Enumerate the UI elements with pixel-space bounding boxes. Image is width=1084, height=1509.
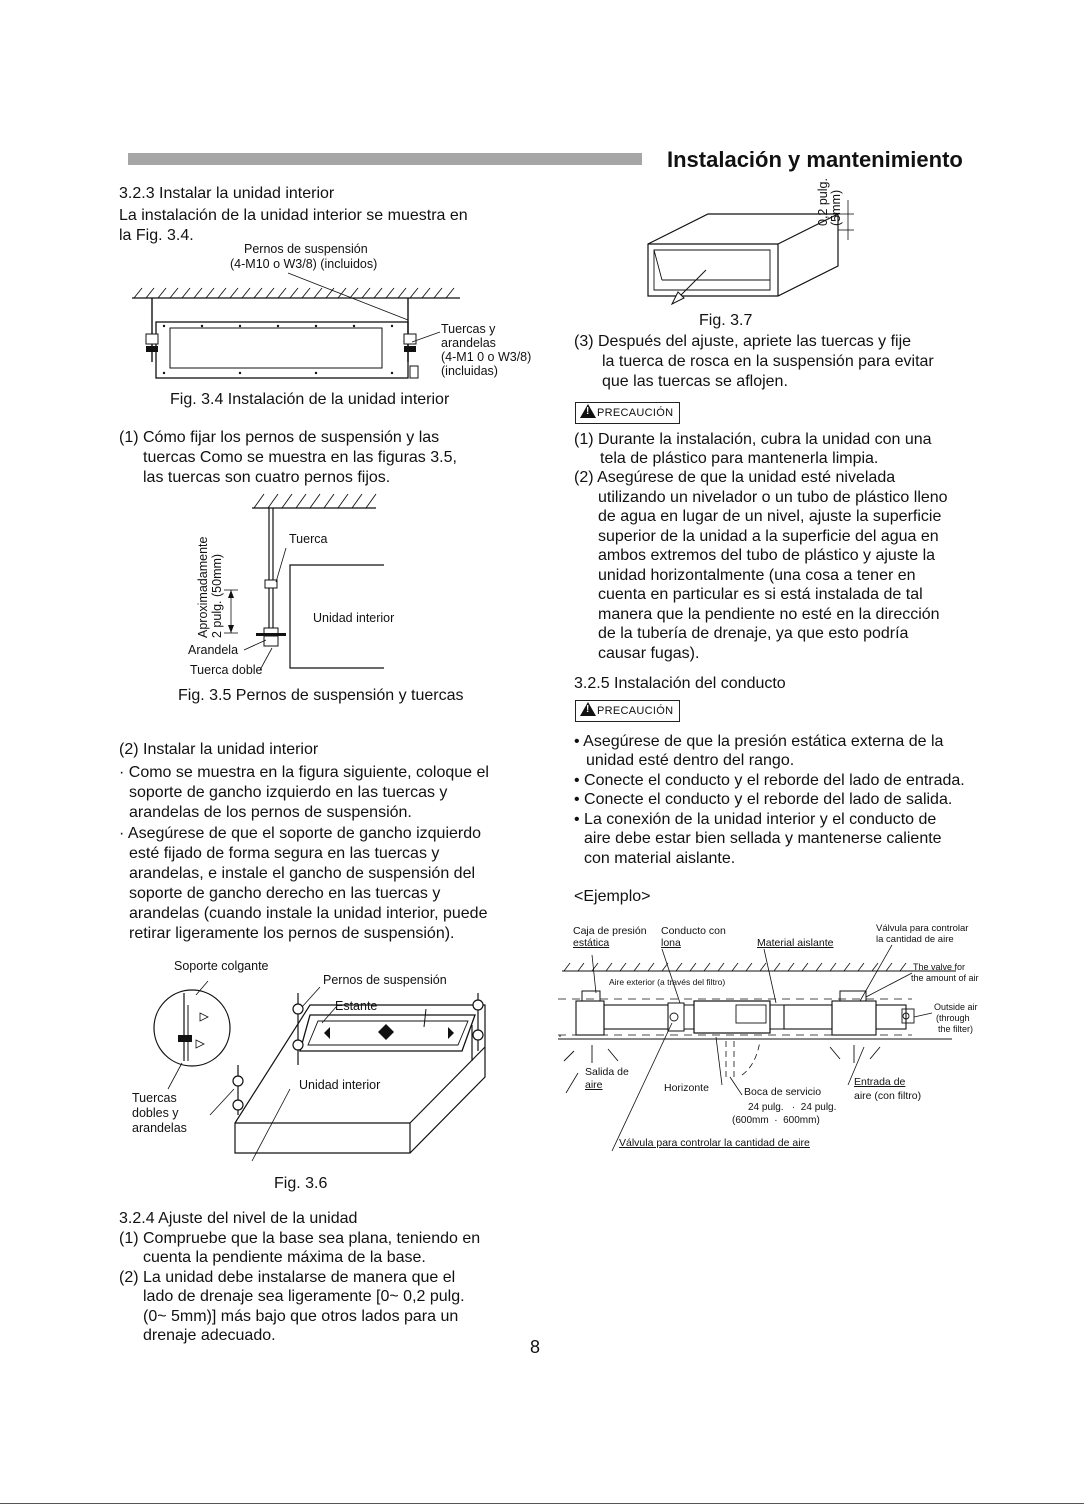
duct-label-box: Caja de presión (573, 925, 647, 937)
duct-label-horizon: Horizonte (664, 1082, 709, 1094)
paragraph-line: · Asegúrese de que el soporte de gancho izquierdo (119, 825, 482, 842)
paragraph-line: de la tubería de drenaje, ya que esto podría (598, 625, 909, 642)
paragraph-line: arandelas (cuando instale la unidad interior, puede (129, 905, 488, 922)
fig34-caption: Fig. 3.4 Instalación de la unidad interior (170, 391, 450, 408)
paragraph-line: (1) Durante la instalación, cubra la unidad con una (574, 431, 932, 448)
paragraph-line: soporte de gancho izquierdo en las tuercas y (129, 784, 448, 801)
paragraph-line: (0~ 5mm)] más bajo que otros lados para un (143, 1308, 459, 1325)
paragraph-line: esté fijado de forma segura en las tuercas y (129, 845, 440, 862)
caution-badge (575, 700, 680, 722)
paragraph-line: superior de la unidad a la superficie del agua en (598, 528, 939, 545)
paragraph-line: manera que la pendiente no esté en la dirección (598, 606, 940, 623)
paragraph-line: (2) Instalar la unidad interior (119, 741, 319, 758)
bullet-line: aire debe estar bien sellada y mantenerse caliente (584, 830, 942, 847)
example-label: <Ejemplo> (574, 888, 651, 905)
caution-label: PRECAUCIÓN (597, 705, 674, 717)
fig36-drawing (140, 965, 520, 1165)
section-title-325: 3.2.5 Instalación del conducto (574, 675, 786, 692)
bullet-line: • Asegúrese de que la presión estática externa de la (574, 733, 944, 750)
paragraph-line: soporte de gancho derecho en las tuercas y (129, 885, 441, 902)
paragraph-line: las tuercas son cuatro pernos fijos. (143, 469, 391, 486)
fig36-label-nuts: Tuercas (132, 1091, 177, 1105)
page-title: Instalación y mantenimiento (667, 147, 963, 172)
header-bar (128, 153, 642, 165)
fig34-label-nuts: (incluidas) (441, 364, 498, 378)
duct-label-box: estática (573, 937, 610, 949)
warning-icon (580, 702, 596, 716)
duct-label-valve-es: la cantidad de aire (876, 934, 954, 945)
fig36-label-hanger: Soporte colgante (174, 959, 269, 973)
duct-label-valve-bottom: Válvula para controlar la cantidad de aire (619, 1137, 810, 1149)
paragraph-line: arandelas, e instale el gancho de suspensión del (129, 865, 476, 882)
duct-label-service-dim: 24 pulg. · 24 pulg. (748, 1102, 837, 1113)
fig36-label-shelf: Estante (335, 999, 378, 1013)
duct-label-outside-en: Outside air (934, 1002, 978, 1012)
duct-label-inlet: aire (con filtro) (854, 1090, 922, 1102)
fig36-label-nuts: dobles y (132, 1106, 179, 1120)
paragraph-line: drenaje adecuado. (143, 1327, 276, 1344)
paragraph-line: la Fig. 3.4. (119, 227, 194, 244)
duct-label-valve-es: Válvula para controlar (876, 923, 969, 934)
bullet-line: con material aislante. (584, 850, 736, 867)
fig37-caption: Fig. 3.7 (699, 312, 753, 329)
duct-label-valve-en: the amount of air (911, 973, 979, 983)
paragraph-line: arandelas de los pernos de suspensión. (129, 804, 412, 821)
duct-label-canvas: lona (661, 937, 681, 949)
fig35-vertical-label (196, 537, 224, 638)
paragraph-line: retirar ligeramente los pernos de suspensión). (129, 925, 455, 942)
paragraph-line: tela de plástico para mantenerla limpia. (600, 450, 879, 467)
duct-label-outlet: aire (585, 1079, 603, 1091)
fig34-label-bolts-spec: (4-M10 o W3/8) (incluidos) (230, 257, 378, 271)
paragraph-line: la tuerca de rosca en la suspensión para evitar (602, 353, 934, 370)
duct-label-outside-en: the filter) (938, 1024, 974, 1034)
fig35-label-washer: Arandela (188, 643, 239, 657)
fig37-dim-label (817, 178, 843, 226)
paragraph-line: La instalación de la unidad interior se muestra en (119, 207, 468, 224)
fig37-dim-line2: (5mm) (829, 189, 843, 226)
bullet-line: • Conecte el conducto y el reborde del lado de salida. (574, 791, 953, 808)
fig35-label-unit: Unidad interior (313, 611, 395, 625)
fig35-vlabel-line2: 2 pulg. (50mm) (210, 553, 224, 638)
duct-label-outside-en: (through (936, 1013, 970, 1023)
fig35-label-double-nut: Tuerca doble (190, 663, 263, 677)
paragraph-line: ambos extremos del tubo de plástico y ajuste la (598, 547, 936, 564)
fig36-label-unit: Unidad interior (299, 1078, 381, 1092)
duct-label-valve-en: The valve for (913, 962, 966, 972)
warning-icon (580, 404, 596, 418)
fig36-label-nuts: arandelas (132, 1121, 187, 1135)
caution-label: PRECAUCIÓN (597, 407, 674, 419)
fig34-label-nuts: Tuercas y (441, 322, 496, 336)
fig34-label-nuts: arandelas (441, 336, 496, 350)
bullet-line: unidad esté dentro del rango. (586, 752, 795, 769)
fig36-label-bolts: Pernos de suspensión (323, 973, 447, 987)
duct-label-inlet: Entrada de (854, 1076, 906, 1088)
paragraph-line: (3) Después del ajuste, apriete las tuercas y fije (574, 333, 912, 350)
bullet-line: • Conecte el conducto y el reborde del lado de entrada. (574, 772, 965, 789)
paragraph-line: (1) Cómo fijar los pernos de suspensión y las (119, 429, 440, 446)
paragraph-line: (2) Asegúrese de que la unidad esté nivelada (574, 469, 896, 486)
paragraph-line: (2) La unidad debe instalarse de manera que el (119, 1269, 456, 1286)
fig36-caption: Fig. 3.6 (274, 1175, 328, 1192)
fig35-vlabel-line1: Aproximadamente (196, 536, 210, 638)
page-number: 8 (530, 1337, 541, 1357)
paragraph-line: utilizando un nivelador o un tubo de plástico lleno (598, 489, 948, 506)
paragraph-line: causar fugas). (598, 645, 700, 662)
duct-label-service-dim: (600mm · 600mm) (732, 1115, 820, 1126)
fig34-label-bolts: Pernos de suspensión (244, 242, 368, 256)
duct-label-outside-es: Aire exterior (a través del filtro) (609, 977, 726, 987)
duct-label-canvas: Conducto con (661, 925, 726, 937)
paragraph-line: tuercas Como se muestra en las figuras 3.5, (143, 449, 457, 466)
paragraph-line: cuenta la pendiente máxima de la base. (143, 1249, 426, 1266)
paragraph-line: de agua en lugar de un nivel, ajuste la superficie (598, 508, 942, 525)
bottom-rule (0, 1503, 1084, 1504)
fig34-label-nuts: (4-M1 0 o W3/8) (441, 350, 532, 364)
duct-label-service: Boca de servicio (744, 1086, 822, 1098)
paragraph-line: que las tuercas se aflojen. (602, 373, 788, 390)
paragraph-line: unidad horizontalmente (una cosa a tener en (598, 567, 916, 584)
paragraph-line: · Como se muestra en la figura siguiente, coloque el (119, 764, 489, 781)
section-title-323: 3.2.3 Instalar la unidad interior (119, 185, 335, 202)
caution-badge (575, 402, 680, 424)
paragraph-line: (1) Compruebe que la base sea plana, teniendo en (119, 1230, 481, 1247)
paragraph-line: cuenta en particular es si está instalada de tal (598, 586, 923, 603)
duct-label-outlet: Salida de (585, 1066, 629, 1078)
fig35-label-nut: Tuerca (289, 532, 328, 546)
duct-label-insulation: Material aislante (757, 937, 834, 949)
bullet-line: • La conexión de la unidad interior y el conducto de (574, 811, 937, 828)
paragraph-line: lado de drenaje sea ligeramente [0~ 0,2 pulg. (143, 1288, 465, 1305)
fig35-caption: Fig. 3.5 Pernos de suspensión y tuercas (178, 687, 464, 704)
section-title-324: 3.2.4 Ajuste del nivel de la unidad (119, 1210, 358, 1227)
fig37-dim-line1: 0,2 pulg. (816, 178, 830, 226)
